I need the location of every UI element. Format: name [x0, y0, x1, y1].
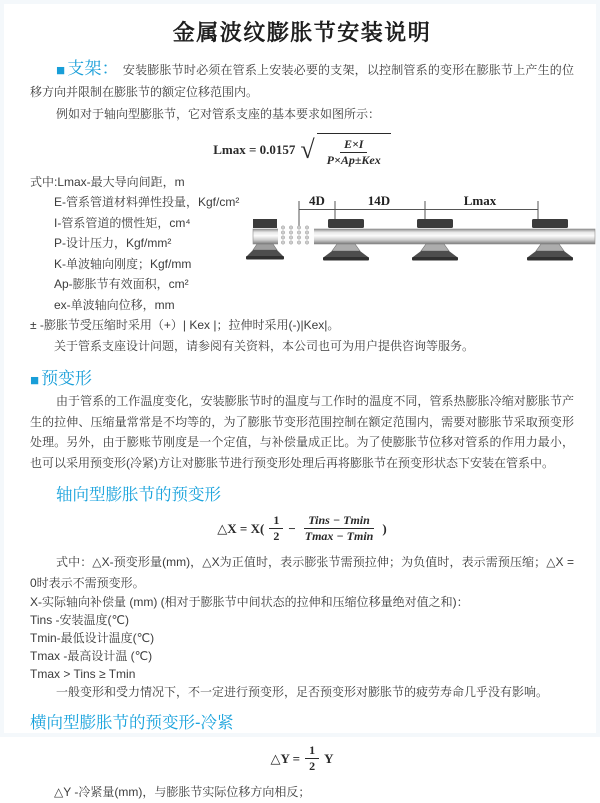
diagram-label-14d: 14D [367, 193, 391, 208]
lateral-formula-rhs: Y [324, 750, 334, 766]
axial-subsection-heading: 轴向型膨胀节的预变形 [56, 486, 221, 504]
lateral-subsection-heading: 横向型膨胀节的预变形-冷紧 [30, 714, 234, 732]
temp-denominator: Tmax − Tmin [304, 529, 374, 543]
lateral-explain-line: △Y -冷紧量(mm)，与膨胀节实际位移方向相反； [54, 785, 311, 799]
lateral-formula [30, 743, 574, 774]
support-intro-paragraph [30, 59, 574, 102]
kex-note-line: ± -膨胀节受压缩时采用（+）| Kex |；拉伸时采用(-)|Kex|。 [30, 318, 340, 332]
axial-formula-temp-fraction [301, 513, 378, 544]
preform-heading-line [30, 364, 574, 389]
diagram-label-4d: 4D [309, 193, 325, 208]
general-note-line: 一般变形和受力情况下，不一定进行预变形，足否预变形对膨胀节的疲劳寿命几乎没有影响。 [56, 685, 549, 699]
definition-line: Tins -安装温度(℃) [30, 613, 130, 627]
variable-line: P-设计压力，Kgf/mm² [54, 236, 172, 250]
axial-formula [30, 513, 574, 544]
lmax-formula-root [317, 133, 391, 168]
support-example-line: 例如对于轴向型膨胀节，它对管系支座的基本要求如图所示： [56, 107, 381, 121]
axial-formula-close-paren: ) [382, 520, 387, 536]
definition-line: Tmin-最低设计温度(℃) [30, 631, 155, 645]
service-note-line: 关于管系支座设计问题，请参阅有关资料，本公司也可为用户提供咨询等服务。 [54, 338, 475, 353]
sqrt-radical-icon: √ [300, 135, 315, 165]
bellows-icon [278, 226, 314, 245]
variable-line: I-管系管道的惯性矩，cm⁴ [54, 215, 191, 230]
lateral-formula-fraction [305, 743, 319, 774]
variable-line: Ap-膨胀节有效面积，cm² [54, 277, 189, 291]
section-bullet-icon: ■ [56, 62, 66, 79]
diagram-label-lmax: Lmax [463, 193, 497, 208]
lmax-formula [30, 133, 574, 168]
variable-line: ex-单波轴向位移，mm [54, 297, 175, 312]
axial-explain-paragraph: 式中：△X-预变形量(mm)，△X为正值时，表示膨张节需预拉伸；为负值时，表示需预压缩；△X = 0时表示不需预变形。 [30, 555, 574, 590]
preform-section-heading: 预变形 [41, 369, 93, 388]
lateral-denominator: 2 [309, 759, 316, 773]
variable-line: E-管系管道材料弹性投量，Kgf/cm² [54, 195, 240, 209]
lmax-formula-denominator: P×Ap±Kex [326, 152, 381, 167]
axial-definitions-list [30, 593, 574, 701]
lateral-numerator: 1 [305, 743, 319, 759]
axial-formula-lhs: △X = X( [217, 520, 265, 536]
page-title: 金属波纹膨胀节安装说明 [172, 20, 432, 45]
definition-line: Tmax -最高设计温 (℃) [30, 649, 153, 663]
document-content [4, 4, 596, 803]
support-intro-text: 安装膨胀节时必须在管系上安装必要的支架，以控制管系的变形在膨胀节上产生的位移方向并限制在膨胀节的额定位移范围内。 [30, 63, 575, 99]
preform-paragraph: 由于管系的工作温度变化，安装膨胀节时的温度与工作时的温度不同，管系热膨胀冷缩对膨胀节产生的拉伸、压缩量常常是不均等的，为了膨胀节变形范围控制在额定范围内，需要对膨胀节采取预变形处理。另外，由于膨账节刚度是一个定值，与补偿量成正比。为了使膨胀节位移对管系的作用力最小，也可以采用预变形(冷紧)方让对膨胀节进行预变形处理后再将膨胀节在预变形状态下安装在管系中。 [30, 394, 574, 470]
support-section-heading: 支架： [67, 59, 119, 78]
section-bullet-icon: ■ [30, 372, 40, 389]
axial-formula-minus: − [288, 520, 296, 536]
lmax-formula-fraction [323, 137, 385, 168]
axial-formula-half-fraction [269, 513, 283, 544]
half-denominator: 2 [273, 529, 280, 543]
lmax-formula-lhs: Lmax = 0.0157 [213, 142, 296, 157]
definition-line: X-实际轴向补偿量 (mm) (相对于膨胀节中间状态的拉伸和压缩位移量绝对值之和)： [30, 595, 469, 609]
definition-line: Tmax > Tins ≥ Tmin [30, 667, 136, 681]
lmax-formula-numerator: E×I [340, 137, 368, 153]
temp-numerator: Tins − Tmin [304, 513, 374, 529]
pipe-support-diagram [248, 190, 600, 291]
lateral-formula-lhs: △Y = [270, 750, 301, 766]
half-numerator: 1 [269, 513, 283, 529]
variable-line: K-单波轴向刚度；Kgf/mm [54, 256, 192, 271]
variable-line: 式中:Lmax-最大导向间距，m [30, 174, 185, 189]
